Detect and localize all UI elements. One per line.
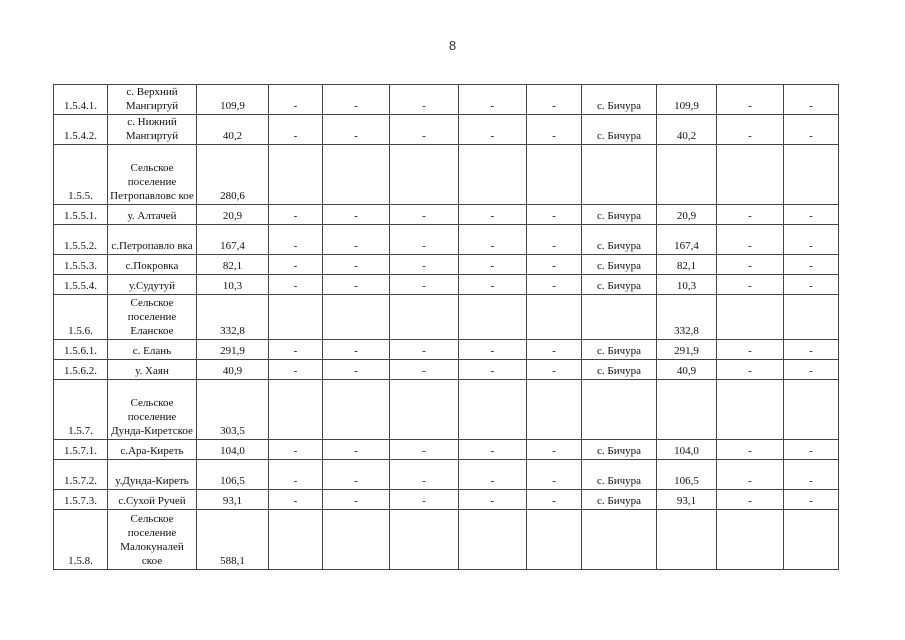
table-row [54,510,839,570]
cell-col5: - [323,490,390,510]
cell-col6: - [390,225,459,255]
cell-center-value [657,145,717,205]
cell-col5 [323,145,390,205]
cell-col8 [527,380,582,440]
cell-col5: - [323,85,390,115]
cell-col11: - [717,490,784,510]
table-row [54,115,839,145]
cell-value: 106,5 [197,460,269,490]
cell-col8: - [527,225,582,255]
cell-center: с. Бичура [582,440,657,460]
cell-settlement: с. Нижний Мангиртуй [108,115,197,145]
cell-col11: - [717,440,784,460]
cell-col12: - [784,205,839,225]
cell-col4: - [269,255,323,275]
cell-center: с. Бичура [582,460,657,490]
cell-col12: - [784,490,839,510]
cell-settlement: Сельское поселение Петропавловс кое [108,145,197,205]
cell-settlement: с.Покровка [108,255,197,275]
cell-center: с. Бичура [582,255,657,275]
cell-col4 [269,380,323,440]
cell-col4: - [269,360,323,380]
cell-value: 303,5 [197,380,269,440]
table-row [54,490,839,510]
cell-code: 1.5.8. [54,510,108,570]
cell-col12: - [784,440,839,460]
cell-center [582,510,657,570]
cell-center-value: 20,9 [657,205,717,225]
cell-col11: - [717,460,784,490]
cell-value: 40,2 [197,115,269,145]
cell-col7: - [459,360,527,380]
cell-code: 1.5.7.3. [54,490,108,510]
cell-center-value: 40,9 [657,360,717,380]
cell-col11: - [717,275,784,295]
table-row [54,460,839,490]
cell-col5: - [323,360,390,380]
cell-col7: - [459,340,527,360]
cell-settlement: у.Судутуй [108,275,197,295]
cell-col11 [717,380,784,440]
cell-center [582,295,657,340]
cell-center: с. Бичура [582,115,657,145]
cell-col4: - [269,275,323,295]
cell-col4 [269,295,323,340]
cell-col6: - [390,255,459,275]
cell-center: с. Бичура [582,490,657,510]
cell-col4: - [269,85,323,115]
cell-settlement: с.Сухой Ручей [108,490,197,510]
cell-value: 104,0 [197,440,269,460]
cell-code: 1.5.5.2. [54,225,108,255]
cell-col7: - [459,440,527,460]
cell-col8: - [527,460,582,490]
cell-col6 [390,510,459,570]
cell-col11: - [717,255,784,275]
cell-col8: - [527,115,582,145]
cell-col12: - [784,460,839,490]
cell-col6: - [390,340,459,360]
cell-col6: - [390,205,459,225]
cell-col6: - [390,460,459,490]
cell-center-value: 93,1 [657,490,717,510]
cell-col11 [717,510,784,570]
cell-col8 [527,510,582,570]
table-row [54,275,839,295]
cell-code: 1.5.5.4. [54,275,108,295]
cell-center [582,380,657,440]
cell-col7 [459,295,527,340]
cell-col7: - [459,460,527,490]
cell-col4: - [269,225,323,255]
cell-code: 1.5.6.2. [54,360,108,380]
cell-code: 1.5.4.1. [54,85,108,115]
cell-col8: - [527,490,582,510]
cell-col8: - [527,205,582,225]
cell-settlement: у. Хаян [108,360,197,380]
cell-code: 1.5.4.2. [54,115,108,145]
cell-col12: - [784,225,839,255]
cell-center-value [657,380,717,440]
cell-center: с. Бичура [582,205,657,225]
cell-code: 1.5.6.1. [54,340,108,360]
cell-col6: - [390,490,459,510]
cell-center-value: 10,3 [657,275,717,295]
cell-col12: - [784,85,839,115]
cell-col6: - [390,115,459,145]
cell-col4 [269,510,323,570]
cell-col8: - [527,275,582,295]
cell-col7 [459,380,527,440]
cell-code: 1.5.7.2. [54,460,108,490]
cell-col12: - [784,255,839,275]
cell-center: с. Бичура [582,275,657,295]
cell-code: 1.5.5. [54,145,108,205]
cell-col11: - [717,225,784,255]
cell-col8 [527,145,582,205]
cell-value: 280,6 [197,145,269,205]
cell-col6: - [390,275,459,295]
settlements-table [53,84,839,570]
cell-value: 332,8 [197,295,269,340]
cell-col8 [527,295,582,340]
cell-col5 [323,380,390,440]
cell-center-value: 167,4 [657,225,717,255]
cell-col7: - [459,85,527,115]
cell-settlement: с. Елань [108,340,197,360]
table-row [54,295,839,340]
cell-center-value: 106,5 [657,460,717,490]
cell-col12: - [784,360,839,380]
cell-col11: - [717,340,784,360]
table-row [54,145,839,205]
cell-col6 [390,380,459,440]
cell-col5 [323,295,390,340]
table-row [54,205,839,225]
table-row [54,225,839,255]
cell-col11 [717,145,784,205]
cell-col5: - [323,460,390,490]
cell-col12: - [784,115,839,145]
table-row [54,255,839,275]
cell-col7: - [459,255,527,275]
cell-col11: - [717,85,784,115]
cell-center: с. Бичура [582,360,657,380]
cell-col7: - [459,115,527,145]
cell-center: с. Бичура [582,340,657,360]
cell-col12 [784,380,839,440]
table-row [54,85,839,115]
cell-value: 10,3 [197,275,269,295]
cell-center: с. Бичура [582,225,657,255]
cell-col8: - [527,340,582,360]
cell-col5: - [323,440,390,460]
cell-col11: - [717,360,784,380]
cell-col6: - [390,85,459,115]
page-number: 8 [448,38,457,53]
cell-col6 [390,295,459,340]
cell-settlement: у.Дунда-Киреть [108,460,197,490]
cell-col4: - [269,490,323,510]
cell-center-value: 40,2 [657,115,717,145]
cell-col6 [390,145,459,205]
cell-center-value: 291,9 [657,340,717,360]
cell-value: 291,9 [197,340,269,360]
cell-col5: - [323,115,390,145]
cell-code: 1.5.5.1. [54,205,108,225]
cell-col7 [459,145,527,205]
cell-settlement: Сельское поселение Малокуналей ское [108,510,197,570]
table-row [54,360,839,380]
cell-col5: - [323,275,390,295]
cell-col4: - [269,205,323,225]
cell-col5: - [323,255,390,275]
cell-col7: - [459,275,527,295]
cell-col7 [459,510,527,570]
cell-col6: - [390,360,459,380]
cell-code: 1.5.5.3. [54,255,108,275]
cell-code: 1.5.7.1. [54,440,108,460]
cell-col12 [784,145,839,205]
cell-col5: - [323,205,390,225]
cell-code: 1.5.7. [54,380,108,440]
cell-col4: - [269,460,323,490]
cell-col8: - [527,360,582,380]
cell-col12: - [784,275,839,295]
cell-col12: - [784,340,839,360]
cell-col4: - [269,440,323,460]
cell-value: 93,1 [197,490,269,510]
cell-col4: - [269,340,323,360]
cell-col5: - [323,340,390,360]
cell-col8: - [527,440,582,460]
cell-col11: - [717,115,784,145]
cell-settlement: с.Ара-Киреть [108,440,197,460]
cell-settlement: Сельское поселение Еланское [108,295,197,340]
cell-col5 [323,510,390,570]
table-row [54,380,839,440]
cell-value: 588,1 [197,510,269,570]
cell-center-value: 332,8 [657,295,717,340]
cell-settlement: у. Алтачей [108,205,197,225]
cell-code: 1.5.6. [54,295,108,340]
cell-col8: - [527,255,582,275]
cell-col12 [784,510,839,570]
cell-col4 [269,145,323,205]
cell-value: 20,9 [197,205,269,225]
cell-col4: - [269,115,323,145]
cell-settlement: с.Петропавло вка [108,225,197,255]
cell-center-value: 104,0 [657,440,717,460]
cell-col7: - [459,225,527,255]
cell-value: 40,9 [197,360,269,380]
cell-settlement: с. Верхний Мангиртуй [108,85,197,115]
cell-value: 82,1 [197,255,269,275]
cell-center-value: 109,9 [657,85,717,115]
cell-center [582,145,657,205]
table-row [54,440,839,460]
cell-col8: - [527,85,582,115]
cell-center-value: 82,1 [657,255,717,275]
cell-settlement: Сельское поселение Дунда-Киретское [108,380,197,440]
cell-col11: - [717,205,784,225]
cell-col5: - [323,225,390,255]
cell-col7: - [459,490,527,510]
cell-col6: - [390,440,459,460]
cell-center-value [657,510,717,570]
table-row [54,340,839,360]
cell-center: с. Бичура [582,85,657,115]
cell-col7: - [459,205,527,225]
cell-col11 [717,295,784,340]
cell-value: 109,9 [197,85,269,115]
cell-value: 167,4 [197,225,269,255]
cell-col12 [784,295,839,340]
